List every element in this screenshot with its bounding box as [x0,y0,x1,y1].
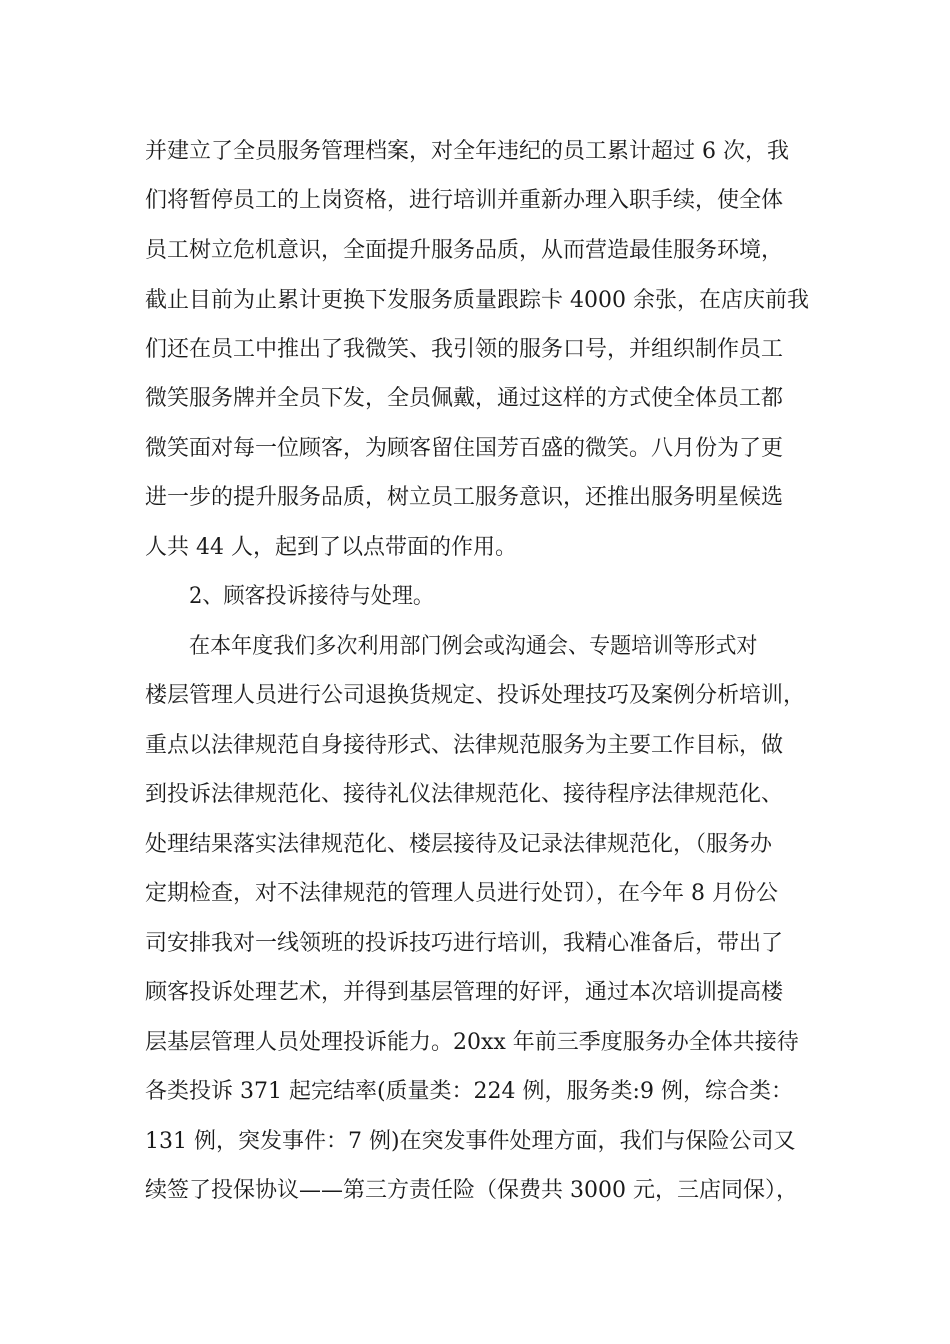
text-line: 层基层管理人员处理投诉能力。20xx 年前三季度服务办全体共接待 [145,1030,799,1055]
text-line: 到投诉法律规范化、接待礼仪法律规范化、接待程序法律规范化、 [145,782,784,807]
text-line: 人共 44 人，起到了以点带面的作用。 [145,535,517,560]
text-line: 们还在员工中推出了我微笑、我引领的服务口号，并组织制作员工 [145,337,784,362]
text-line: 重点以法律规范自身接待形式、法律规范服务为主要工作目标，做 [145,733,784,758]
text-line: 们将暂停员工的上岗资格，进行培训并重新办理入职手续，使全体 [145,188,784,213]
text-line: 截止目前为止累计更换下发服务质量跟踪卡 4000 余张，在店庆前我 [145,288,809,313]
text-line: 楼层管理人员进行公司退换货规定、投诉处理技巧及案例分析培训， [145,683,806,708]
text-line: 司安排我对一线领班的投诉技巧进行培训，我精心准备后，带出了 [145,931,784,956]
text-line: 定期检查，对不法律规范的管理人员进行处罚），在今年 8 月份公 [145,881,778,906]
text-line: 处理结果落实法律规范化、楼层接待及记录法律规范化，（服务办 [145,832,773,857]
paragraph-start-line: 在本年度我们多次利用部门例会或沟通会、专题培训等形式对 [189,634,758,659]
text-line: 员工树立危机意识，全面提升服务品质，从而营造最佳服务环境， [145,238,784,263]
text-line: 进一步的提升服务品质，树立员工服务意识，还推出服务明星候选 [145,485,784,510]
text-line: 并建立了全员服务管理档案，对全年违纪的员工累计超过 6 次，我 [145,139,789,164]
text-line: 微笑面对每一位顾客，为顾客留住国芳百盛的微笑。八月份为了更 [145,436,784,461]
text-line: 微笑服务牌并全员下发，全员佩戴，通过这样的方式使全体员工都 [145,386,784,411]
text-line: 顾客投诉处理艺术，并得到基层管理的好评，通过本次培训提高楼 [145,980,784,1005]
text-line: 各类投诉 371 起完结率(质量类：224 例，服务类:9 例，综合类： [145,1079,793,1104]
text-line: 续签了投保协议——第三方责任险（保费共 3000 元，三店同保）， [145,1178,798,1203]
text-line: 131 例，突发事件：7 例)在突发事件处理方面，我们与保险公司又 [145,1129,796,1154]
section-heading: 2、顾客投诉接待与处理。 [189,584,434,609]
